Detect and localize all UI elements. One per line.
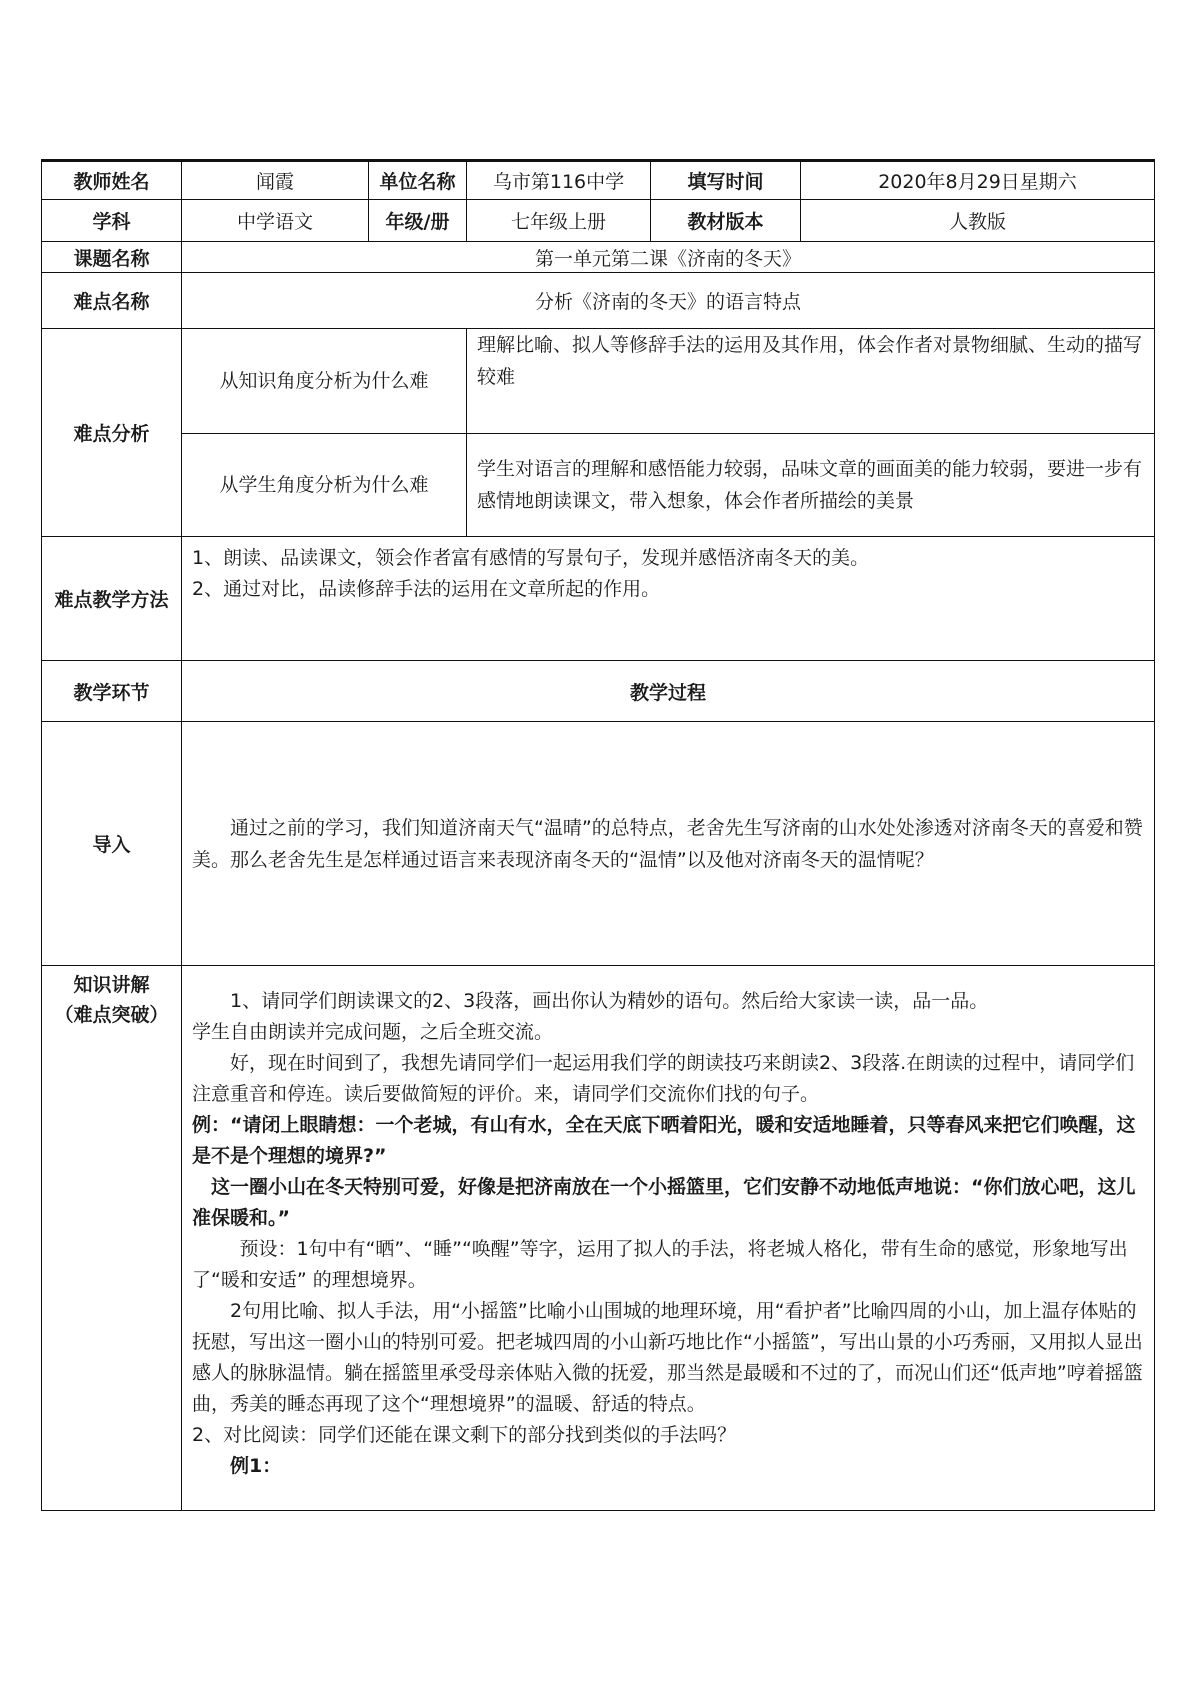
grade-value: 七年级上册	[467, 200, 651, 242]
lesson-plan-table	[41, 159, 1155, 1511]
knowledge-label-line2: （难点突破）	[54, 1004, 169, 1026]
unit-value: 乌市第116中学	[467, 161, 651, 200]
lesson-title-row	[42, 242, 1155, 273]
example-quote: 例：“请闭上眼睛想：一个老城，有山有水，全在天底下晒着阳光，暖和安适地睡着，只等春风来把它们唤醒，这是不是个理想的境界?”	[192, 1114, 1136, 1167]
knowledge-label	[42, 966, 182, 1511]
method-item: 2、通过对比，品读修辞手法的运用在文章所起的作用。	[192, 578, 661, 600]
lesson-title-value: 第一单元第二课《济南的冬天》	[182, 242, 1155, 273]
knowledge-paragraph: 预设：1句中有“晒”、“睡”“唤醒”等字，运用了拟人的手法，将老城人格化，带有生命的感觉，形象地写出了“暖和安适” 的理想境界。	[192, 1238, 1128, 1291]
edition-label: 教材版本	[651, 200, 801, 242]
intro-text: 通过之前的学习，我们知道济南天气“温晴”的总特点，老舍先生写济南的山水处处渗透对济南冬天的喜爱和赞美。那么老舍先生是怎样通过语言来表现济南冬天的“温情”以及他对济南冬天的温情呢？	[192, 816, 1143, 871]
difficulty-value: 分析《济南的冬天》的语言特点	[182, 273, 1155, 329]
header-row-1	[42, 161, 1155, 200]
method-label: 难点教学方法	[42, 537, 182, 661]
method-row	[42, 537, 1155, 661]
grade-label: 年级/册	[369, 200, 467, 242]
process-label: 教学过程	[182, 661, 1155, 722]
method-item: 1、朗读、品读课文，领会作者富有感情的写景句子，发现并感悟济南冬天的美。	[192, 547, 870, 569]
method-content	[182, 537, 1155, 661]
date-value: 2020年8月29日星期六	[801, 161, 1155, 200]
subject-value: 中学语文	[182, 200, 369, 242]
student-angle-text: 学生对语言的理解和感悟能力较弱，品味文章的画面美的能力较弱，要进一步有感情地朗读课文，带入想象，体会作者所描绘的美景	[467, 434, 1155, 537]
stage-label: 教学环节	[42, 661, 182, 722]
process-header-row	[42, 661, 1155, 722]
student-angle-label: 从学生角度分析为什么难	[182, 434, 467, 537]
knowledge-row	[42, 966, 1155, 1511]
teacher-label: 教师姓名	[42, 161, 182, 200]
edition-value: 人教版	[801, 200, 1155, 242]
knowledge-label-line1: 知识讲解	[73, 974, 150, 996]
subject-label: 学科	[42, 200, 182, 242]
knowledge-content	[182, 966, 1155, 1511]
analysis-row-knowledge	[42, 329, 1155, 434]
example-quote: 这一圈小山在冬天特别可爱，好像是把济南放在一个小摇篮里，它们安静不动地低声地说：“你们放心吧，这儿准保暖和。”	[192, 1176, 1136, 1229]
example-heading: 例1：	[230, 1455, 282, 1477]
lesson-title-label: 课题名称	[42, 242, 182, 273]
knowledge-angle-label: 从知识角度分析为什么难	[182, 329, 467, 434]
unit-label: 单位名称	[369, 161, 467, 200]
difficulty-row	[42, 273, 1155, 329]
knowledge-paragraph: 好，现在时间到了，我想先请同学们一起运用我们学的朗读技巧来朗读2、3段落.在朗读的过程中，请同学们注意重音和停连。读后要做简短的评价。来，请同学们交流你们找的句子。	[192, 1052, 1135, 1105]
knowledge-paragraph: 1、请同学们朗读课文的2、3段落，画出你认为精妙的语句。然后给大家读一读，品一品。	[230, 990, 989, 1012]
analysis-label: 难点分析	[42, 329, 182, 537]
intro-label: 导入	[42, 722, 182, 966]
difficulty-label: 难点名称	[42, 273, 182, 329]
teacher-value: 闻霞	[182, 161, 369, 200]
header-row-2	[42, 200, 1155, 242]
knowledge-paragraph: 2句用比喻、拟人手法，用“小摇篮”比喻小山围城的地理环境，用“看护者”比喻四周的小山，加上温存体贴的抚慰，写出这一圈小山的特别可爱。把老城四周的小山新巧地比作“小摇篮”，写出山景的小巧秀丽，又用拟人显出感人的脉脉温情。躺在摇篮里承受母亲体贴入微的抚爱，那当然是最暖和不过的了，而况山们还“低声地”哼着摇篮曲，秀美的睡态再现了这个“理想境界”的温暖、舒适的特点。	[192, 1300, 1143, 1415]
knowledge-paragraph: 学生自由朗读并完成问题，之后全班交流。	[192, 1021, 554, 1043]
analysis-row-student	[42, 434, 1155, 537]
intro-row	[42, 722, 1155, 966]
knowledge-angle-text: 理解比喻、拟人等修辞手法的运用及其作用，体会作者对景物细腻、生动的描写较难	[467, 329, 1155, 434]
knowledge-paragraph: 2、对比阅读：同学们还能在课文剩下的部分找到类似的手法吗？	[192, 1424, 737, 1446]
date-label: 填写时间	[651, 161, 801, 200]
intro-cell	[182, 722, 1155, 966]
